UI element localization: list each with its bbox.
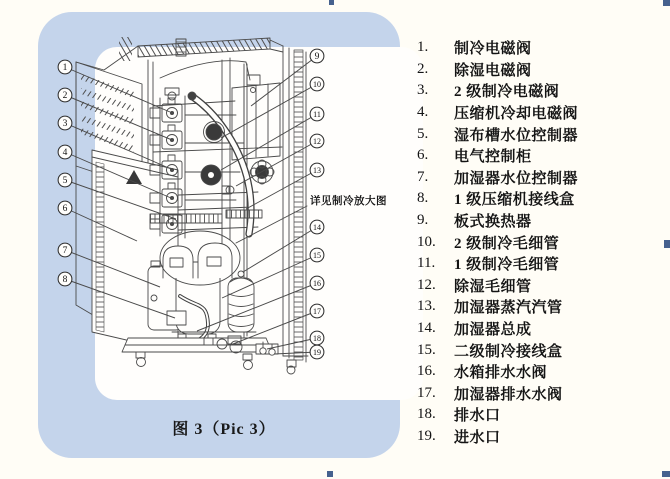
legend-item-number: 15. [417, 341, 436, 358]
legend-item-number: 19. [417, 427, 436, 444]
svg-text:2: 2 [62, 90, 68, 101]
legend-item-label: 2 级制冷电磁阀 [454, 84, 560, 101]
svg-text:8: 8 [62, 274, 68, 285]
legend-item-label: 1 级制冷毛细管 [454, 257, 560, 274]
legend-item [417, 253, 669, 275]
svg-text:4: 4 [62, 147, 68, 158]
anchor-marker [664, 240, 670, 248]
legend-item-number: 13. [417, 298, 436, 315]
svg-text:3: 3 [62, 118, 68, 129]
legend-item-number: 3. [417, 82, 429, 99]
svg-text:13: 13 [313, 165, 321, 175]
legend-item [417, 145, 669, 167]
legend-item-number: 2. [417, 60, 429, 77]
legend-item [417, 59, 669, 81]
legend-item-label: 除湿电磁阀 [454, 62, 532, 79]
svg-text:5: 5 [62, 175, 68, 186]
machine-line-art [76, 37, 308, 374]
svg-text:6: 6 [62, 203, 68, 214]
svg-text:15: 15 [313, 250, 321, 260]
svg-text:11: 11 [313, 109, 321, 119]
svg-text:9: 9 [314, 51, 320, 62]
legend-item [417, 231, 669, 253]
diagram-annotation: 详见制冷放大图 [310, 196, 387, 207]
legend-item [417, 210, 669, 232]
svg-text:10: 10 [313, 79, 321, 89]
legend-item [417, 275, 669, 297]
svg-text:18: 18 [313, 333, 321, 343]
legend-item-label: 加湿器蒸汽汽管 [454, 300, 563, 317]
legend-item-number: 18. [417, 406, 436, 423]
legend-item-label: 电气控制柜 [454, 149, 532, 166]
legend-item-label: 进水口 [454, 429, 501, 446]
legend-item [417, 37, 669, 59]
legend-item-label: 二级制冷接线盒 [454, 343, 563, 360]
legend-item-label: 压缩机冷却电磁阀 [454, 106, 579, 123]
legend-item-number: 17. [417, 384, 436, 401]
legend-item-label: 水箱排水水阀 [454, 365, 548, 382]
legend-item [417, 383, 669, 405]
legend-item [417, 426, 669, 448]
legend-item-label: 除湿毛细管 [454, 278, 532, 295]
legend-item-number: 6. [417, 147, 429, 164]
legend-item-number: 5. [417, 125, 429, 142]
legend-item [417, 123, 669, 145]
svg-text:17: 17 [313, 306, 321, 316]
legend-item-label: 加湿器排水水阀 [454, 386, 563, 403]
legend-item-number: 11. [417, 255, 436, 272]
legend-item-label: 加湿器水位控制器 [454, 170, 579, 187]
svg-text:14: 14 [313, 222, 321, 232]
legend-item [417, 361, 669, 383]
legend-item-number: 9. [417, 212, 429, 229]
legend-item [417, 318, 669, 340]
legend-item [417, 80, 669, 102]
svg-text:16: 16 [313, 278, 321, 288]
legend-item [417, 296, 669, 318]
legend-item [417, 404, 669, 426]
legend-item-number: 1. [417, 39, 429, 56]
legend-item-number: 16. [417, 363, 436, 380]
legend-item-label: 湿布槽水位控制器 [454, 127, 579, 144]
legend-item [417, 188, 669, 210]
svg-text:1: 1 [62, 62, 68, 73]
legend-item [417, 102, 669, 124]
legend-item-number: 4. [417, 104, 429, 121]
legend-item-number: 10. [417, 233, 436, 250]
anchor-marker [327, 471, 333, 477]
svg-text:19: 19 [313, 347, 321, 357]
legend-item-number: 12. [417, 276, 436, 293]
legend-item [417, 167, 669, 189]
legend-item-number: 14. [417, 320, 436, 337]
legend-item-label: 制冷电磁阀 [454, 41, 532, 58]
figure-caption: 图 3（Pic 3） [172, 421, 276, 438]
svg-text:7: 7 [62, 245, 68, 256]
legend-item-label: 1 级压缩机接线盒 [454, 192, 575, 209]
anchor-marker [329, 0, 334, 5]
parts-legend [417, 37, 669, 447]
legend-item-label: 2 级制冷毛细管 [454, 235, 560, 252]
svg-text:12: 12 [313, 136, 321, 146]
legend-item [417, 339, 669, 361]
anchor-marker [663, 0, 670, 6]
legend-item-label: 加湿器总成 [454, 322, 532, 339]
legend-item-label: 排水口 [454, 408, 501, 425]
legend-item-number: 8. [417, 190, 429, 207]
legend-item-number: 7. [417, 168, 429, 185]
anchor-marker [662, 471, 670, 477]
legend-item-label: 板式换热器 [454, 214, 532, 231]
